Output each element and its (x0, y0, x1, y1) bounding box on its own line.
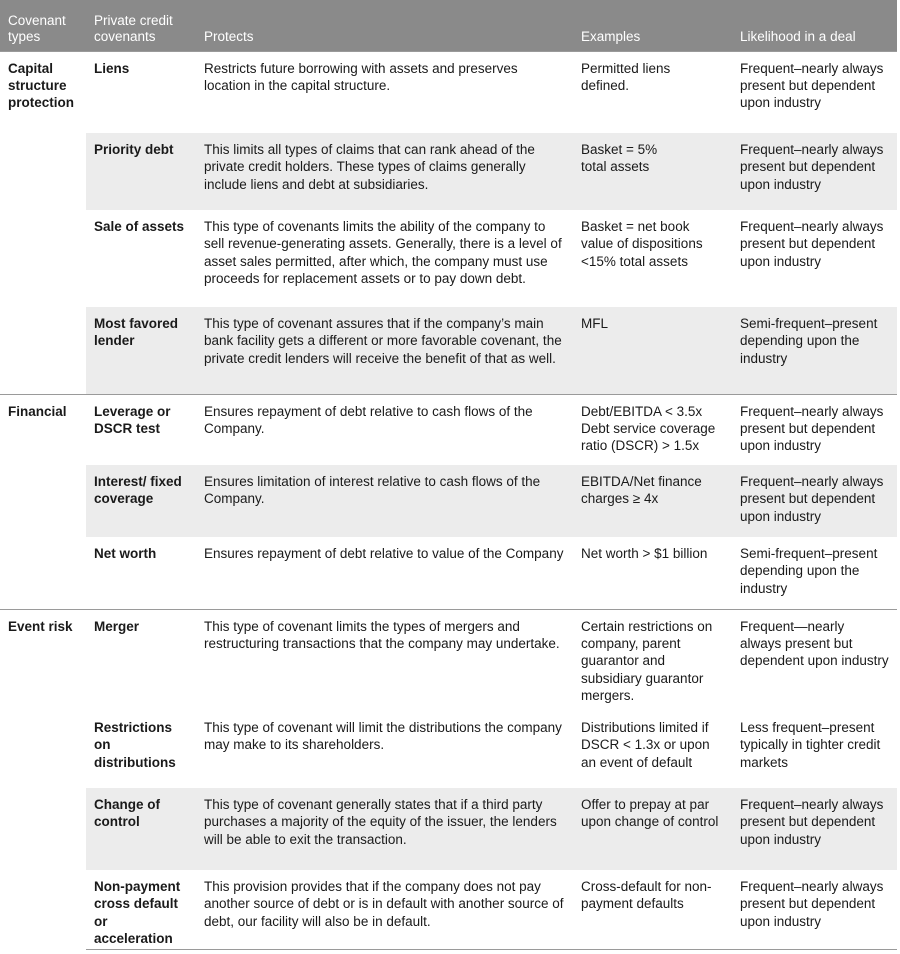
likelihood-text: Semi-frequent–present depending upon the industry (732, 307, 897, 394)
protects-text: This type of covenant generally states that if a third party purchases a majority of the equity of the issuer, the lenders will be able to exit the transaction. (196, 788, 573, 870)
example-text: Certain restrictions on company, parent guarantor and subsidiary guarantor mergers. (573, 609, 732, 711)
likelihood-text: Frequent–nearly always present but dependent upon industry (732, 133, 897, 210)
likelihood-text: Frequent–nearly always present but dependent upon industry (732, 465, 897, 537)
covenant-name: Restrictions on distributions (94, 720, 176, 770)
covenant-type-cell: Event risk (0, 609, 86, 949)
example-text: MFL (573, 307, 732, 394)
covenant-name: Merger (86, 609, 196, 711)
example-text: Net worth > $1 billion (581, 546, 708, 561)
table-row (0, 307, 897, 394)
likelihood-text: Frequent–nearly always present but dependent upon industry (732, 51, 897, 133)
protects-text: This type of covenants limits the ability of the company to sell revenue-generating assets. Generally, there is a level of asset sales permitted, after which, the company must use proceeds for replacement assets or to pay down debt. (204, 219, 562, 287)
covenant-name: Non-payment cross default or acceleration (86, 870, 196, 949)
table-body (0, 51, 897, 949)
table-row (0, 788, 897, 870)
covenant-name: Leverage or DSCR test (86, 394, 196, 465)
protects-text: This provision provides that if the company does not pay another source of debt or is in default with another source of debt, our facility will also be in default. (196, 870, 573, 949)
covenant-type-cell: Financial (0, 394, 86, 609)
header-protects: Protects (196, 0, 573, 51)
header-examples: Examples (573, 0, 732, 51)
covenant-name: Change of control (86, 788, 196, 870)
example-text: Cross-default for non-payment defaults (573, 870, 732, 949)
likelihood-text: Frequent–nearly always present but dependent upon industry (732, 394, 897, 465)
likelihood-text: Frequent–nearly always present but dependent upon industry (740, 219, 884, 269)
covenant-type-cell: Capital structure protection (0, 51, 86, 394)
table-row (0, 210, 897, 307)
table-row (0, 465, 897, 537)
likelihood-text: Less frequent–present typically in tighter credit markets (740, 720, 881, 770)
table-row (0, 870, 897, 949)
table-row (0, 609, 897, 711)
covenant-name: Priority debt (86, 133, 196, 210)
protects-text: This type of covenant will limit the distributions the company may make to its shareholders. (204, 720, 562, 753)
example-text: Distributions limited if DSCR < 1.3x or upon an event of default (581, 720, 710, 770)
covenant-name: Liens (86, 51, 196, 133)
covenant-name: Interest/ fixed coverage (86, 465, 196, 537)
protects-text: This type of covenant assures that if the company’s main bank facility gets a different or more favorable covenant, the private credit lenders will receive the benefit of that as well. (196, 307, 573, 394)
likelihood-text: Frequent–nearly always present but dependent upon industry (732, 788, 897, 870)
table-row (0, 537, 897, 609)
likelihood-text: Semi-frequent–present depending upon the industry (740, 546, 878, 596)
likelihood-text: Frequent—nearly always present but dependent upon industry (732, 609, 897, 711)
example-text: EBITDA/Net finance charges ≥ 4x (573, 465, 732, 537)
header-covenant-types: Covenant types (0, 0, 86, 51)
covenant-name: Most favored lender (86, 307, 196, 394)
covenant-name: Sale of assets (94, 219, 185, 234)
protects-text: Restricts future borrowing with assets and preserves location in the capital structure. (196, 51, 573, 133)
protects-text: This limits all types of claims that can rank ahead of the private credit holders. These types of claims generally include liens and debt at subsidiaries. (196, 133, 573, 210)
example-text: Permitted liens defined. (573, 51, 732, 133)
likelihood-text: Frequent–nearly always present but dependent upon industry (732, 870, 897, 949)
table-row (0, 711, 897, 788)
example-text: Offer to prepay at par upon change of control (573, 788, 732, 870)
table-header (0, 0, 897, 51)
header-private-credit-covenants: Private credit covenants (86, 0, 196, 51)
example-text: Debt/EBITDA < 3.5x Debt service coverage ratio (DSCR) > 1.5x (573, 394, 732, 465)
protects-text: This type of covenant limits the types of mergers and restructuring transactions that the company may undertake. (196, 609, 573, 711)
header-likelihood: Likelihood in a deal (732, 0, 897, 51)
table-row (0, 133, 897, 210)
header-row (0, 0, 897, 51)
protects-text: Ensures limitation of interest relative to cash flows of the Company. (196, 465, 573, 537)
table-row (0, 394, 897, 465)
protects-text: Ensures repayment of debt relative to cash flows of the Company. (196, 394, 573, 465)
covenant-name: Net worth (94, 546, 157, 561)
example-text: Basket = net book value of dispositions <15% total assets (581, 219, 703, 269)
table-row (0, 51, 897, 133)
example-text: Basket = 5% total assets (573, 133, 732, 210)
protects-text: Ensures repayment of debt relative to value of the Company (204, 546, 564, 561)
